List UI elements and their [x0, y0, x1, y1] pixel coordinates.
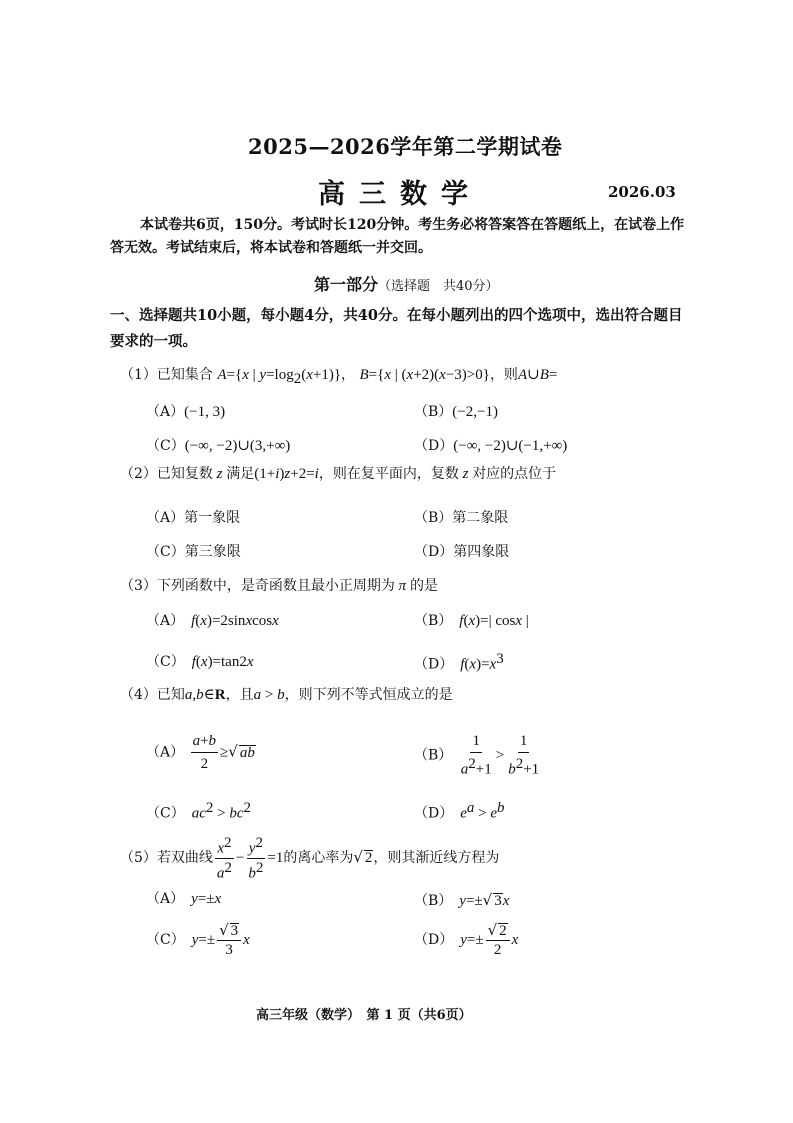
- q1-lead: 已知集合: [156, 367, 213, 383]
- instructions: 本试卷共6页，150分。考试时长120分钟。考生务必将答案答在答题纸上，在试卷上作答无效。考试结束后，将本试卷和答题纸一并交回。: [110, 217, 685, 256]
- q2-stem: （2）已知复数 z 满足(1+i)z+2=i，则在复平面内，复数 z 对应的点位于: [120, 466, 557, 482]
- q2-option-b[interactable]: [414, 507, 508, 527]
- q4-option-c[interactable]: （C） $ac^2 > bc^2$: [146, 800, 252, 822]
- q5-option-c-label: （C）: [146, 932, 178, 948]
- q5-option-a[interactable]: （A） y=±x: [146, 891, 222, 907]
- q4-lead: 已知: [156, 687, 185, 703]
- q2-tail2: 对应的点位于: [472, 466, 557, 482]
- exam-date: 2026.03: [608, 183, 676, 201]
- q2-lead: 已知复数: [156, 466, 213, 482]
- q2-option-d-label: （D）: [414, 544, 454, 560]
- q1-option-c-label: （C）: [146, 438, 185, 454]
- q4-option-c-label: （C）: [146, 805, 178, 822]
- q1-set-b: B: [359, 367, 369, 383]
- q2-option-d-value: 第四象限: [453, 544, 510, 560]
- q1-option-b-value: (−2,−1): [452, 404, 498, 420]
- page-footer: 高三年级（数学） 第 1 页（共6页）: [256, 1008, 472, 1023]
- q4-option-a[interactable]: （A） $\frac{a+b}{2}$ ≥√ ab: [146, 733, 255, 772]
- q2-option-a-label: （A）: [146, 510, 185, 526]
- q3-option-c[interactable]: （C） f(x)=tan2x: [146, 654, 254, 670]
- q3-option-d-label: （D）: [414, 656, 447, 673]
- q2-option-c[interactable]: [146, 541, 241, 561]
- subject-title: 高三数学: [318, 179, 482, 210]
- q4-stem: （4）已知a,b∈R，且a > b，则下列不等式恒成立的是: [120, 687, 453, 703]
- q2-tail1: ，则在复平面内，复数: [318, 466, 459, 482]
- q3-number: （3）: [120, 578, 157, 594]
- q1-option-a-value: (−1, 3): [184, 404, 226, 420]
- section-instructions: 一、选择题共10小题，每小题4分，共40分。在每小题列出的四个选项中，选出符合题目要求的一项。: [110, 307, 683, 350]
- q4-option-d[interactable]: （D） $e^a > e^b$: [414, 800, 505, 822]
- q4-number: （4）: [120, 687, 157, 703]
- part-title: 第一部分: [314, 275, 379, 294]
- q5-option-d-label: （D）: [414, 932, 447, 948]
- q3-option-a-label: （A）: [146, 613, 178, 629]
- q3-option-c-label: （C）: [146, 654, 178, 670]
- q1-option-c[interactable]: [146, 435, 290, 455]
- part-note: （选择题 共40分）: [378, 279, 499, 294]
- q2-number: （2）: [120, 466, 157, 482]
- q4-option-b-label: （B）: [414, 747, 453, 764]
- q4-option-a-label: （A）: [146, 744, 185, 761]
- q2-option-c-label: （C）: [146, 544, 185, 560]
- q4-option-d-label: （D）: [414, 805, 447, 822]
- q2-option-a[interactable]: [146, 507, 240, 527]
- q4-option-b[interactable]: （B） $\frac{1}{a^2+1}$ > $\frac{1}{b^2+1}$: [414, 733, 540, 778]
- q3-tail: 的是: [409, 578, 438, 594]
- q2-option-a-value: 第一象限: [184, 510, 241, 526]
- q5-number: （5）: [120, 850, 157, 867]
- q2-option-b-label: （B）: [414, 510, 453, 526]
- q5-option-c[interactable]: （C） y=± $\frac{√ 3}{3}$ x: [146, 921, 250, 958]
- q5-option-a-label: （A）: [146, 891, 178, 907]
- q4-mid: ，且: [225, 687, 254, 703]
- q1-set-a: A: [217, 367, 227, 383]
- q1-option-d-label: （D）: [414, 438, 454, 454]
- q1-option-d-value: (−∞, −2)∪(−1,+∞): [453, 438, 568, 454]
- exam-title: 2025—2026学年第二学期试卷: [248, 134, 563, 159]
- q2-option-b-value: 第二象限: [452, 510, 509, 526]
- q3-option-d[interactable]: （D） $f(x)=x^3$: [414, 651, 504, 673]
- q5-option-b-label: （B）: [414, 893, 446, 909]
- q4-tail: ，则下列不等式恒成立的是: [284, 687, 453, 703]
- q5-tail: ，则其渐近线方程为: [373, 850, 500, 867]
- q1-option-b-label: （B）: [414, 404, 453, 420]
- q3-stem: （3）下列函数中，是奇函数且最小正周期为 π 的是: [120, 578, 438, 594]
- part-heading: [314, 272, 499, 295]
- q5-mid: 的离心率为: [283, 850, 354, 867]
- q1-option-b[interactable]: [414, 401, 498, 421]
- q1-option-a-label: （A）: [146, 404, 185, 420]
- q1-option-a[interactable]: [146, 401, 225, 421]
- q1-option-c-value: (−∞, −2)∪(3,+∞): [184, 438, 291, 454]
- q2-mid: 满足: [226, 466, 255, 482]
- q3-option-a[interactable]: （A） f(x)=2sinxcosx: [146, 613, 279, 629]
- q3-lead: 下列函数中，是奇函数且最小正周期为: [156, 578, 395, 594]
- q1-number: （1）: [120, 367, 157, 383]
- q2-option-d[interactable]: [414, 541, 509, 561]
- q5-stem: （5）若双曲线 $\frac{x^2}{a^2}$ − $\frac{y^2}{b^2}$ =1的离心率为√ 2，则其渐近线方程为: [120, 835, 500, 882]
- q1-stem: （1）已知集合 A={x | $y=\log_2(x+1)$}， B={x | (x+2)(x−3)>0}，则A∪B=: [120, 367, 558, 387]
- q5-lead: 若双曲线: [156, 850, 213, 867]
- q1-sep: ，: [341, 367, 356, 383]
- q1-option-d[interactable]: [414, 435, 567, 455]
- q1-tail: ，则: [489, 367, 518, 383]
- q2-option-c-value: 第三象限: [184, 544, 241, 560]
- q5-option-d[interactable]: （D） y=± $\frac{√ 2}{2}$ x: [414, 921, 519, 958]
- q5-option-b[interactable]: （B） y=±√ 3x: [414, 891, 510, 909]
- q3-option-b-label: （B）: [414, 613, 446, 629]
- q3-option-b[interactable]: （B） f(x)=| cosx |: [414, 613, 529, 629]
